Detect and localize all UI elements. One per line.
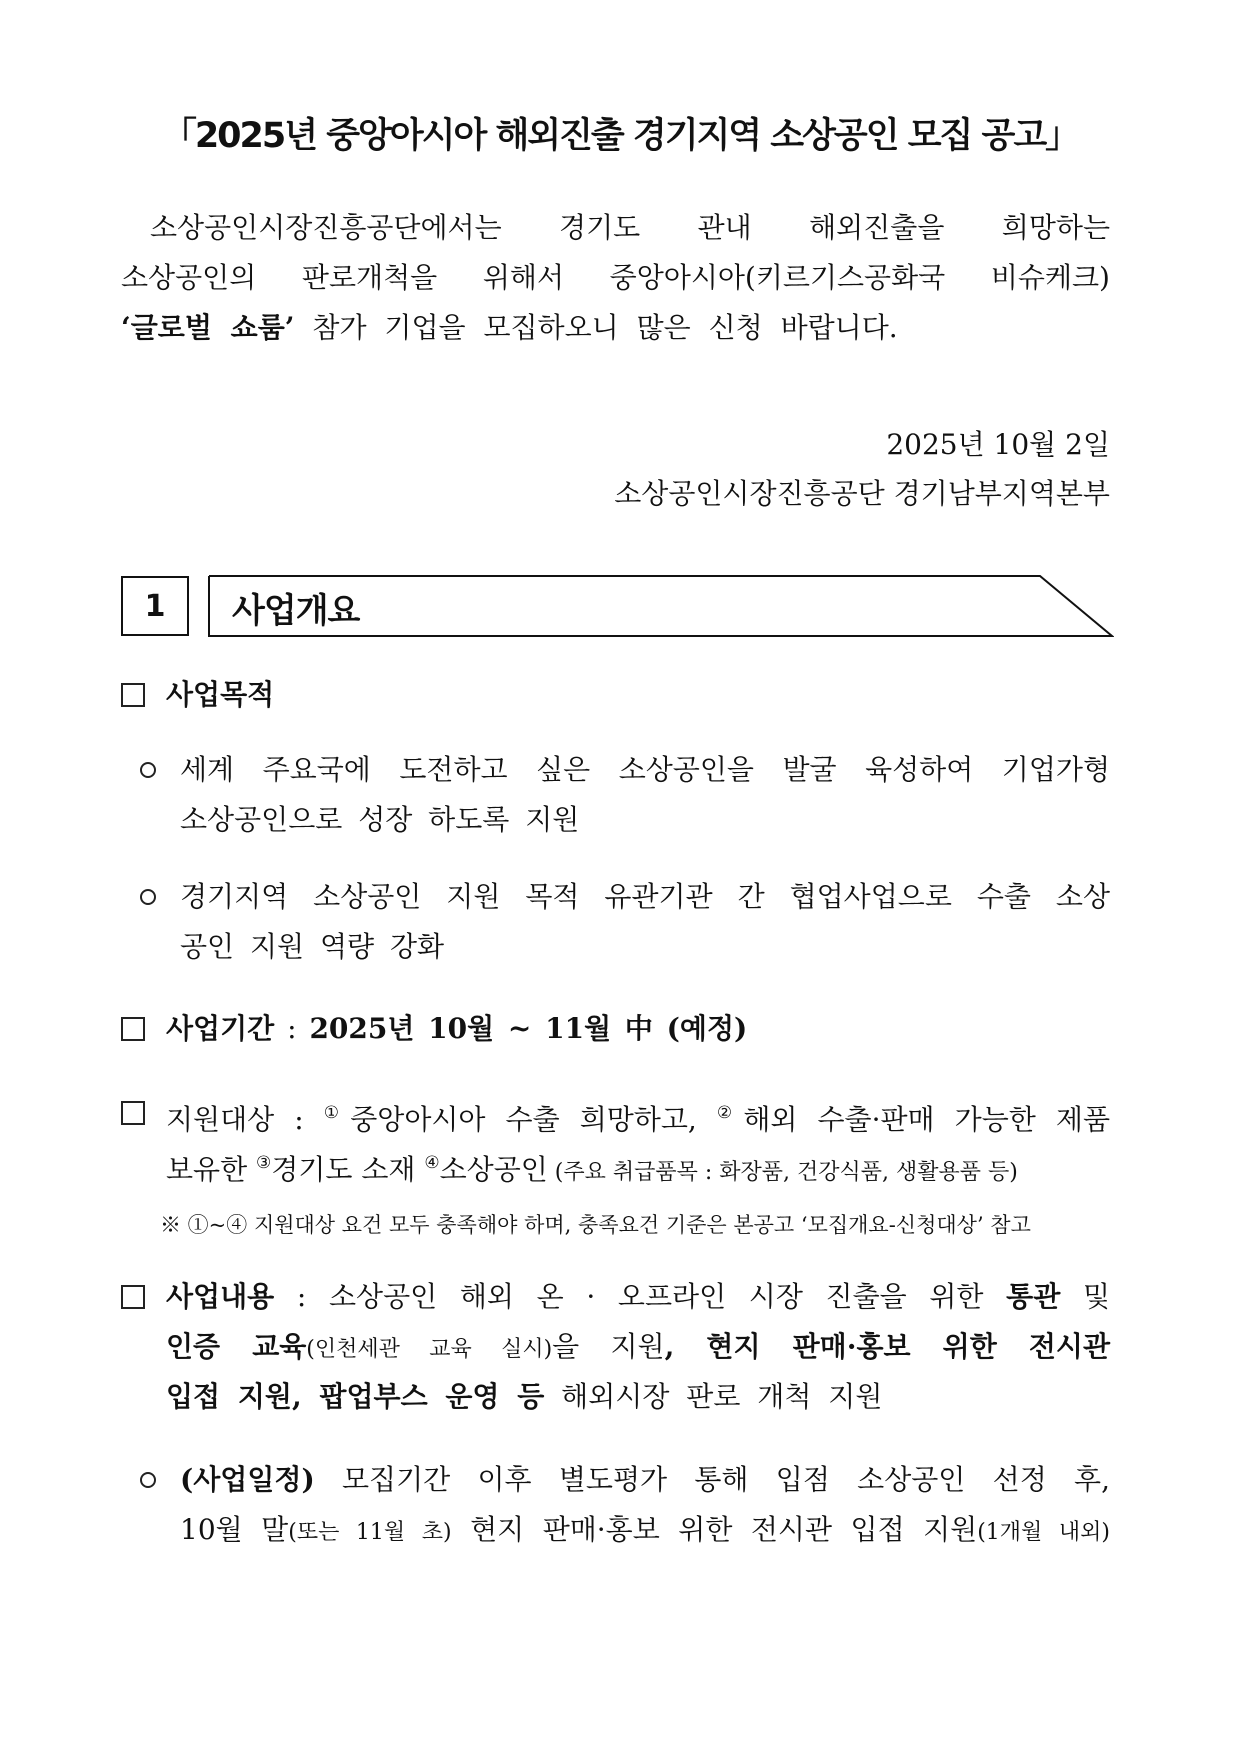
marker-2: ②: [716, 1103, 744, 1123]
content-line-3: [166, 1377, 882, 1417]
content-heading: 사업내용: [166, 1280, 275, 1313]
target-heading: 지원대상: [166, 1103, 275, 1136]
target-line-1: [166, 1093, 1110, 1140]
target-criterion-1: 중앙아시아 수출 희망하고,: [350, 1103, 697, 1136]
purpose-item-2-line-2: 공인 지원 역량 강화: [180, 930, 445, 963]
purpose-item-2-line-1: 경기지역 소상공인 지원 목적 유관기관 간 협업사업으로 수출 소상: [180, 880, 1110, 913]
content-line-2: [166, 1327, 1110, 1370]
content-popup: 입접 지원, 팝업부스 운영 등: [166, 1380, 545, 1413]
schedule-line-2: [180, 1510, 1110, 1553]
section-title: 사업개요: [232, 591, 360, 631]
period-separator: :: [274, 1012, 310, 1045]
period-line: [166, 1009, 747, 1049]
program-name: ‘글로벌 쇼룸’: [121, 311, 295, 344]
schedule-duration: (1개월 내외): [977, 1520, 1110, 1545]
checkbox-square-icon: [121, 1101, 145, 1125]
schedule-heading: (사업일정): [180, 1463, 315, 1496]
content-exhibition: , 현지 판매·홍보 위한 전시관: [664, 1330, 1110, 1363]
section-number: 1: [121, 576, 189, 636]
schedule-line-1: [180, 1460, 1110, 1500]
content-line-1-text: : 소상공인 해외 온 · 오프라인 시장 진출을 위한: [274, 1280, 1007, 1313]
purpose-heading: 사업목적: [166, 678, 275, 711]
bullet-circle-icon: [140, 889, 156, 905]
checkbox-square-icon: [121, 1285, 145, 1309]
target-line-2-start: 보유한: [166, 1153, 257, 1186]
schedule-month: 10월 말: [180, 1513, 289, 1546]
issuing-organization: 소상공인시장진흥공단 경기남부지역본부: [614, 477, 1110, 510]
target-separator: :: [274, 1103, 324, 1136]
bullet-circle-icon: [140, 762, 156, 778]
intro-line-2: 소상공인의 판로개척을 위해서 중앙아시아(키르기스공화국 비슈케크): [121, 261, 1110, 294]
checkbox-square-icon: [121, 1017, 145, 1041]
content-line-1: [166, 1277, 1110, 1317]
target-note: ※ ①~④ 지원대상 요건 모두 충족해야 하며, 충족요건 기준은 본공고 ‘모집개요-신청대상’ 참고: [160, 1213, 1031, 1237]
period-heading: 사업기간: [166, 1012, 275, 1045]
period-value: 2025년 10월 ~ 11월 中 (예정): [309, 1012, 748, 1045]
bullet-circle-icon: [140, 1472, 156, 1488]
content-line-3-text: 해외시장 판로 개척 지원: [544, 1380, 883, 1413]
content-customs-note: (인천세관 교육 실시): [306, 1337, 553, 1362]
content-line-1-end: 및: [1060, 1280, 1110, 1313]
page-title: 「2025년 중앙아시아 해외진출 경기지역 소상공인 모집 공고」: [161, 116, 1079, 156]
marker-4: ④: [424, 1153, 440, 1173]
announcement-date: 2025년 10월 2일: [886, 428, 1110, 461]
purpose-item-1-line-1: 세계 주요국에 도전하고 싶은 소상공인을 발굴 육성하여 기업가형: [180, 753, 1110, 786]
intro-line-3: [121, 308, 898, 348]
content-customs: 통관: [1006, 1280, 1061, 1313]
target-line-2: [166, 1143, 1018, 1193]
content-certification: 인증 교육: [166, 1330, 307, 1363]
intro-line-3-text: 참가 기업을 모집하오니 많은 신청 바랍니다.: [294, 311, 898, 344]
target-criterion-4: 소상공인: [439, 1153, 548, 1186]
schedule-alt-month: (또는 11월 초): [288, 1520, 452, 1545]
marker-1: ①: [323, 1103, 351, 1123]
purpose-item-1-line-2: 소상공인으로 성장 하도록 지원: [180, 803, 580, 836]
schedule-line-2-text: 현지 판매·홍보 위한 전시관 입접 지원: [451, 1513, 978, 1546]
checkbox-square-icon: [121, 683, 145, 707]
target-criterion-2: 해외 수출·판매 가능한 제품: [743, 1103, 1110, 1136]
target-criterion-3: 경기도 소재: [271, 1153, 425, 1186]
marker-3: ③: [256, 1153, 272, 1173]
schedule-line-1-text: 모집기간 이후 별도평가 통해 입점 소상공인 선정 후,: [314, 1463, 1110, 1496]
target-items: (주요 취급품목 : 화장품, 건강식품, 생활용품 등): [547, 1160, 1018, 1185]
content-line-2-mid: 을 지원: [552, 1330, 665, 1363]
intro-line-1: 소상공인시장진흥공단에서는 경기도 관내 해외진출을 희망하는: [150, 211, 1110, 244]
